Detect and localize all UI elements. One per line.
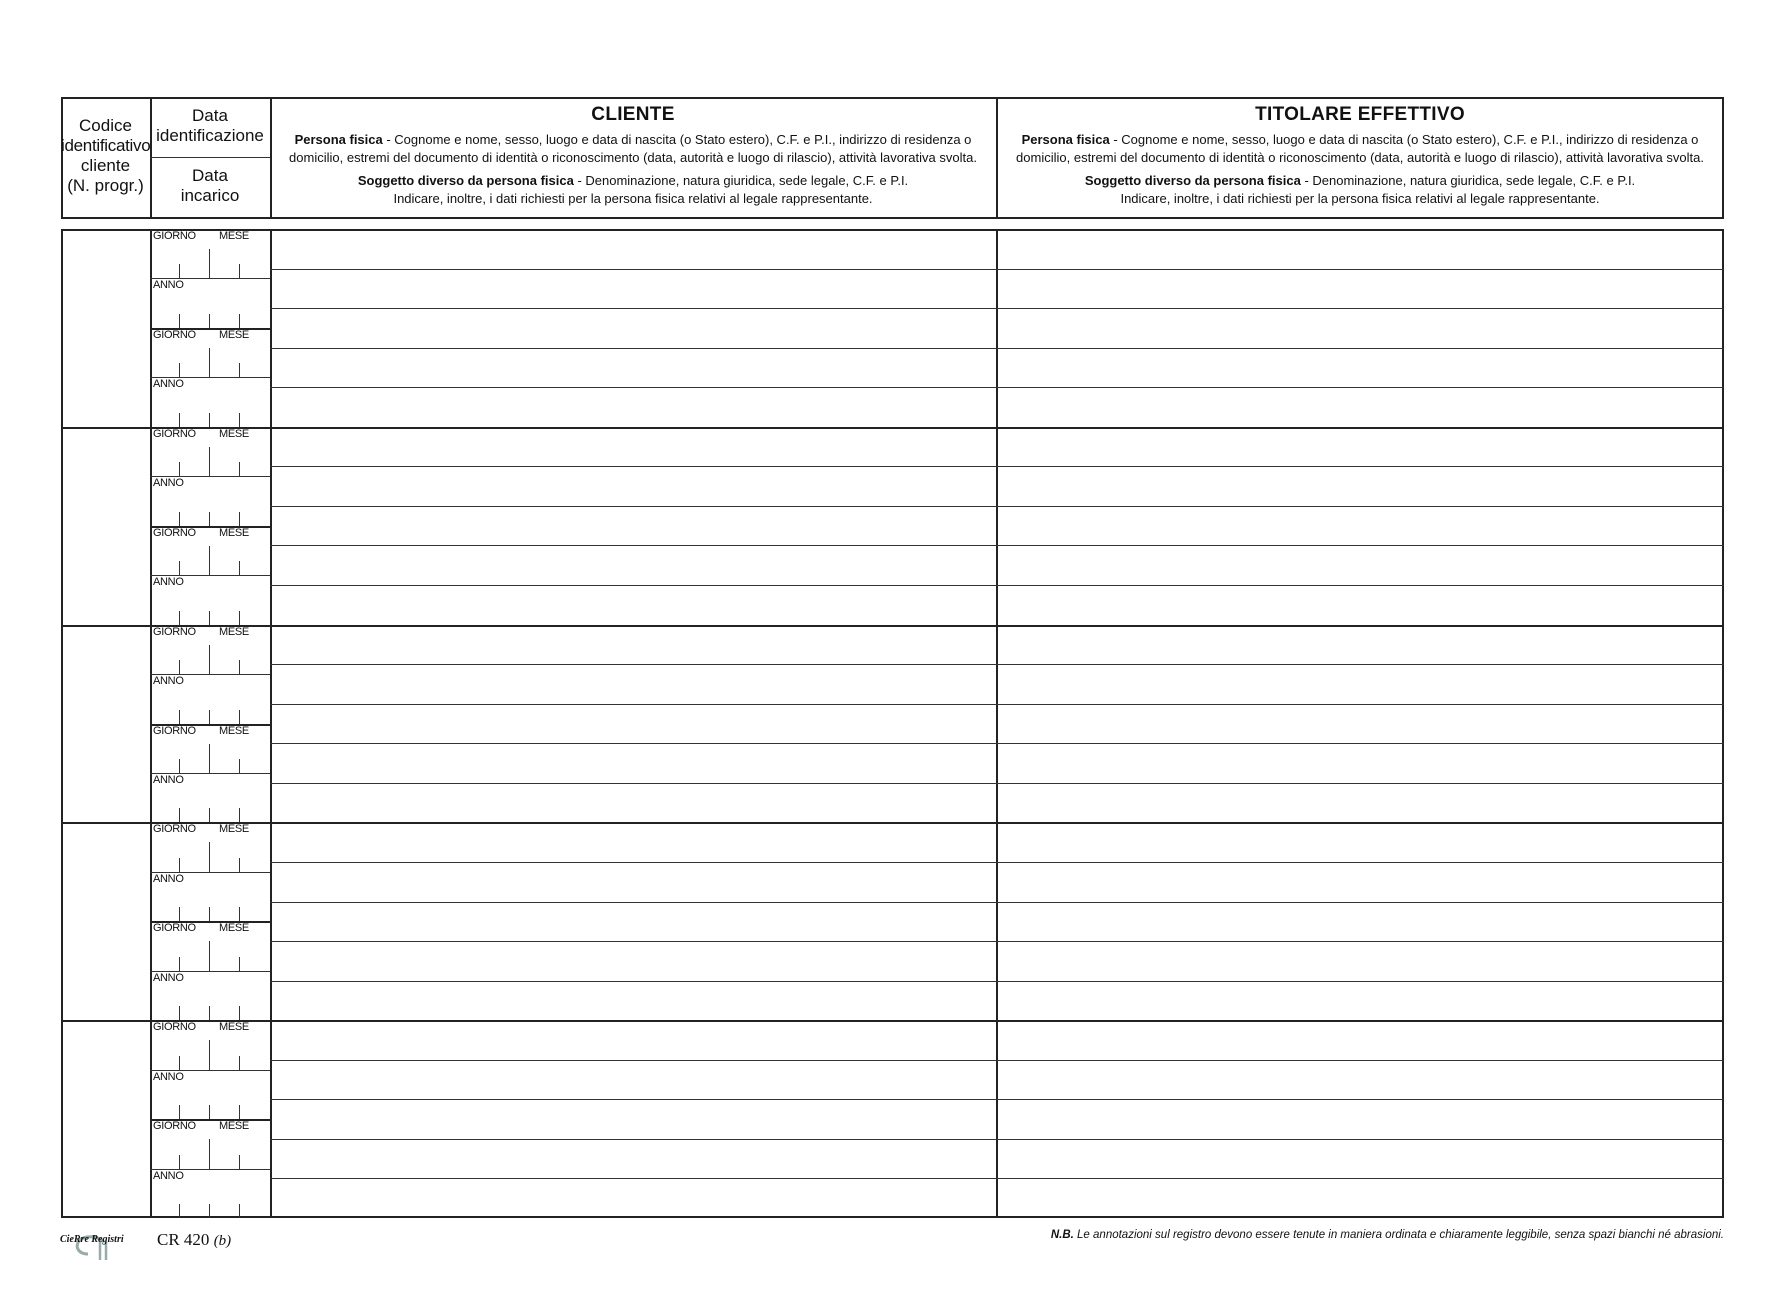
- date-tick: [179, 808, 180, 822]
- date-label-anno: ANNO: [153, 576, 184, 589]
- divider: [150, 157, 270, 158]
- date-tick: [179, 1204, 180, 1218]
- sd-label: Soggetto diverso da persona fisica: [1084, 173, 1301, 188]
- row-line: [270, 585, 1724, 586]
- date-tick: [179, 611, 180, 625]
- date-tick: [239, 808, 240, 822]
- date-tick: [209, 710, 210, 724]
- cliente-sd-line1: [270, 172, 996, 190]
- date-label-mese: MESE: [219, 526, 249, 539]
- date-label-anno: ANNO: [153, 378, 184, 391]
- date-tick: [239, 858, 240, 872]
- entry-separator: [61, 1020, 1724, 1022]
- cliente-title: CLIENTE: [591, 104, 675, 125]
- header-text: Codice: [79, 116, 132, 135]
- pf-text: - Cognome e nome, sesso, luogo e data di nascita (o Stato estero), C.F. e P.I., indirizzo di residenza o: [382, 132, 972, 147]
- titolare-sd-line2: Indicare, inoltre, i dati richiesti per la persona fisica relativi al legale rappresentante.: [1120, 190, 1600, 206]
- row-line: [270, 664, 1724, 665]
- date-tick: [239, 759, 240, 773]
- code-column-header: [61, 116, 150, 196]
- titolare-header: [996, 104, 1724, 207]
- sd-label: Soggetto diverso da persona fisica: [357, 173, 574, 188]
- form-variant: (b): [213, 1233, 232, 1249]
- row-line: [270, 545, 1724, 546]
- entry-separator: [61, 822, 1724, 824]
- date-tick: [209, 941, 210, 970]
- date-tick: [239, 957, 240, 971]
- row-line: [270, 1099, 1724, 1100]
- date-tick: [209, 1006, 210, 1020]
- date-label-anno: ANNO: [153, 675, 184, 688]
- date-tick: [239, 264, 240, 278]
- date-label-mese: MESE: [219, 328, 249, 341]
- row-line: [270, 506, 1724, 507]
- titolare-sd-line1: [996, 172, 1724, 190]
- date-tick: [209, 1040, 210, 1069]
- date-tick: [179, 363, 180, 377]
- pf-label: Persona fisica: [1021, 132, 1110, 147]
- date-tick: [239, 1056, 240, 1070]
- header-text: Data: [192, 106, 228, 125]
- date-label-mese: MESE: [219, 625, 249, 638]
- date-tick: [209, 314, 210, 328]
- row-line: [270, 1060, 1724, 1061]
- date-tick: [239, 1105, 240, 1119]
- brand-name: CieRre Registri: [60, 1234, 124, 1245]
- sd-text: - Denominazione, natura giuridica, sede legale, C.F. e P.I.: [1300, 173, 1636, 188]
- form-code-text: CR 420: [157, 1230, 210, 1249]
- date-tick: [179, 858, 180, 872]
- date-tick: [239, 512, 240, 526]
- date-label-giorno: GIORNO: [153, 328, 196, 341]
- date-label-giorno: GIORNO: [153, 1021, 196, 1034]
- footnote-text: Le annotazioni sul registro devono essere tenute in maniera ordinata e chiaramente leggibile, senza spazi bianchi né abrasioni.: [1073, 1229, 1724, 1241]
- cliente-pf-line1: [270, 131, 996, 149]
- date-label-mese: MESE: [219, 823, 249, 836]
- date-tick: [179, 907, 180, 921]
- row-line: [270, 1178, 1724, 1179]
- date-tick: [209, 546, 210, 575]
- date-tick: [179, 759, 180, 773]
- date-tick: [239, 561, 240, 575]
- date-label-anno: ANNO: [153, 477, 184, 490]
- row-line: [270, 1139, 1724, 1140]
- date-label-anno: ANNO: [153, 1169, 184, 1182]
- date-tick: [179, 512, 180, 526]
- date-label-giorno: GIORNO: [153, 427, 196, 440]
- date-label-giorno: GIORNO: [153, 230, 196, 242]
- date-tick: [209, 744, 210, 773]
- date-tick: [209, 447, 210, 476]
- sd-text: - Denominazione, natura giuridica, sede legale, C.F. e P.I.: [573, 173, 909, 188]
- header-text: Data: [192, 166, 228, 185]
- row-line: [270, 783, 1724, 784]
- date-tick: [209, 413, 210, 427]
- row-line: [270, 902, 1724, 903]
- date-tick: [209, 1105, 210, 1119]
- date-tick: [179, 710, 180, 724]
- row-line: [270, 348, 1724, 349]
- date-tick: [179, 1105, 180, 1119]
- row-line: [270, 981, 1724, 982]
- titolare-pf-line1: [996, 131, 1724, 149]
- date-tick: [209, 808, 210, 822]
- date-tick: [209, 611, 210, 625]
- date-label-mese: MESE: [219, 1120, 249, 1133]
- date-tick: [179, 957, 180, 971]
- date-tick: [179, 413, 180, 427]
- entry-separator: [61, 427, 1724, 429]
- date-label-mese: MESE: [219, 724, 249, 737]
- cliente-sd-line2: Indicare, inoltre, i dati richiesti per la persona fisica relativi al legale rappresentante.: [393, 190, 873, 206]
- date-tick: [239, 462, 240, 476]
- date-tick: [239, 1006, 240, 1020]
- date-identification-header: [150, 106, 270, 146]
- date-tick: [239, 907, 240, 921]
- date-label-mese: MESE: [219, 922, 249, 935]
- date-tick: [209, 907, 210, 921]
- header-text: cliente: [80, 156, 131, 175]
- form-code: [157, 1230, 231, 1250]
- date-tick: [239, 1155, 240, 1169]
- footnote-label: N.B.: [1050, 1229, 1074, 1241]
- date-tick: [209, 512, 210, 526]
- entry-separator: [61, 625, 1724, 627]
- date-tick: [179, 660, 180, 674]
- date-tick: [239, 611, 240, 625]
- date-label-giorno: GIORNO: [153, 1120, 196, 1133]
- row-line: [270, 862, 1724, 863]
- date-tick: [179, 314, 180, 328]
- date-tick: [179, 462, 180, 476]
- date-tick: [239, 1204, 240, 1218]
- row-line: [270, 269, 1724, 270]
- titolare-title: TITOLARE EFFETTIVO: [1255, 104, 1465, 125]
- date-label-mese: MESE: [219, 427, 249, 440]
- header-text: identificazione: [156, 126, 264, 145]
- date-label-giorno: GIORNO: [153, 823, 196, 836]
- date-tick: [179, 1006, 180, 1020]
- date-tick: [179, 264, 180, 278]
- date-tick: [239, 363, 240, 377]
- date-label-anno: ANNO: [153, 1070, 184, 1083]
- titolare-pf-line2: domicilio, estremi del documento di identità o riconoscimento (data, autorità e luogo di rilascio), attività lavorativa svolta.: [1016, 149, 1704, 165]
- date-tick: [239, 660, 240, 674]
- date-label-giorno: GIORNO: [153, 625, 196, 638]
- date-label-giorno: GIORNO: [153, 526, 196, 539]
- row-line: [270, 704, 1724, 705]
- date-tick: [239, 413, 240, 427]
- footnote: [1051, 1229, 1724, 1241]
- date-label-giorno: GIORNO: [153, 724, 196, 737]
- cliente-header: [270, 104, 996, 207]
- date-tick: [209, 1204, 210, 1218]
- date-label-giorno: GIORNO: [153, 922, 196, 935]
- header-text: (N. progr.): [67, 176, 144, 195]
- row-line: [270, 308, 1724, 309]
- date-tick: [239, 710, 240, 724]
- date-tick: [209, 842, 210, 871]
- date-tick: [209, 645, 210, 674]
- row-line: [270, 387, 1724, 388]
- header-text: incarico: [180, 186, 240, 205]
- date-label-anno: ANNO: [153, 971, 184, 984]
- date-label-mese: MESE: [219, 230, 249, 242]
- date-tick: [179, 561, 180, 575]
- date-tick: [239, 314, 240, 328]
- row-line: [270, 466, 1724, 467]
- date-label-anno: ANNO: [153, 773, 184, 786]
- pf-text: - Cognome e nome, sesso, luogo e data di nascita (o Stato estero), C.F. e P.I., indirizzo di residenza o: [1109, 132, 1699, 147]
- date-tick: [209, 1139, 210, 1168]
- column-divider: [996, 229, 998, 1218]
- date-label-anno: ANNO: [153, 872, 184, 885]
- row-line: [270, 941, 1724, 942]
- date-tick: [179, 1056, 180, 1070]
- entries-table: [61, 229, 1724, 1218]
- date-assignment-header: [150, 166, 270, 206]
- date-label-mese: MESE: [219, 1021, 249, 1034]
- header-text: identificativo: [61, 136, 151, 155]
- row-line: [270, 743, 1724, 744]
- date-tick: [179, 1155, 180, 1169]
- date-tick: [209, 249, 210, 278]
- pf-label: Persona fisica: [294, 132, 383, 147]
- date-label-anno: ANNO: [153, 279, 184, 292]
- cliente-pf-line2: domicilio, estremi del documento di identità o riconoscimento (data, autorità e luogo di rilascio), attività lavorativa svolta.: [289, 149, 977, 165]
- column-divider: [270, 229, 272, 1218]
- date-tick: [209, 348, 210, 377]
